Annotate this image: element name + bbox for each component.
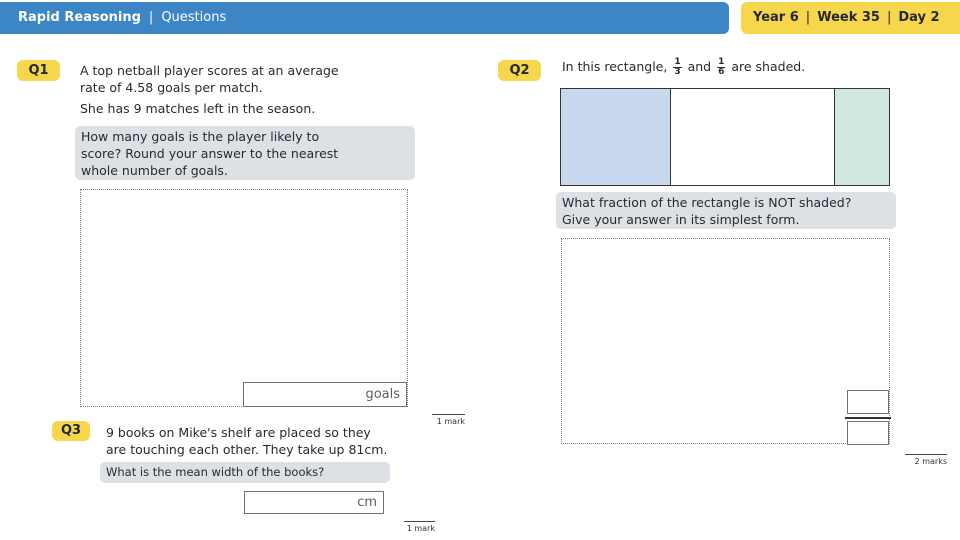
- q2-denominator-box[interactable]: [847, 421, 889, 445]
- q1-text-line: She has 9 matches left in the season.: [80, 101, 316, 116]
- date-separator: |: [886, 10, 892, 25]
- q2-text: [562, 58, 892, 84]
- q1-working-area[interactable]: [80, 189, 408, 407]
- q1-prompt-line: whole number of goals.: [81, 163, 228, 178]
- q3-text-line: 9 books on Mike's shelf are placed so they: [106, 425, 371, 440]
- header-title-bar: [0, 2, 729, 34]
- app-title: Rapid Reasoning: [18, 10, 141, 25]
- q3-text: [106, 424, 426, 458]
- q2-prompt-line: What fraction of the rectangle is NOT shaded?: [562, 195, 852, 210]
- q1-mark-text: 1 mark: [436, 417, 465, 426]
- q2-fraction-bar: [845, 417, 891, 419]
- q1-prompt-line: score? Round your answer to the nearest: [81, 146, 339, 161]
- q2-numerator-box[interactable]: [847, 390, 889, 414]
- q2-prompt: [556, 192, 896, 229]
- fraction-one-sixth: [717, 58, 725, 77]
- fraction-numerator: 1: [674, 57, 681, 67]
- q2-text-before: In this rectangle,: [562, 59, 668, 74]
- q2-badge: Q2: [498, 60, 541, 81]
- q2-mark-line: [905, 454, 947, 455]
- fraction-denominator: 6: [718, 67, 725, 77]
- q3-mark-text: 1 mark: [406, 524, 435, 533]
- one-third-shaded-region: [561, 89, 671, 185]
- q3-unit-label: cm: [357, 495, 377, 510]
- q2-working-area[interactable]: [561, 238, 890, 444]
- fraction-numerator: 1: [718, 57, 725, 67]
- q1-text-line: rate of 4.58 goals per match.: [80, 80, 263, 95]
- header-separator: |: [148, 10, 154, 25]
- day-label: Day 2: [898, 10, 940, 25]
- q1-prompt-line: How many goals is the player likely to: [81, 129, 320, 144]
- q1-unit-label: goals: [365, 387, 400, 402]
- q3-prompt: What is the mean width of the books?: [100, 462, 390, 483]
- header-subtitle: Questions: [161, 10, 227, 25]
- q3-badge: Q3: [52, 421, 90, 441]
- fraction-denominator: 3: [674, 67, 681, 77]
- q1-mark-clip: [432, 416, 465, 428]
- week-label: Week 35: [817, 10, 880, 25]
- shaded-rectangle: [560, 88, 890, 186]
- date-separator: |: [805, 10, 811, 25]
- q1-text: [80, 62, 410, 117]
- one-sixth-shaded-region: [834, 89, 889, 185]
- q3-mark-line: [404, 521, 435, 522]
- q2-text-after: are shaded.: [731, 59, 806, 74]
- q2-text-and: and: [687, 59, 712, 74]
- q1-badge: Q1: [17, 60, 60, 81]
- q1-text-line: A top netball player scores at an average: [80, 63, 339, 78]
- year-label: Year 6: [753, 10, 799, 25]
- q3-text-line: are touching each other. They take up 81cm.: [106, 442, 388, 457]
- q3-answer-box[interactable]: [244, 491, 384, 514]
- q1-answer-box[interactable]: [243, 382, 407, 407]
- fraction-one-third: [673, 58, 681, 77]
- q1-prompt: [75, 126, 415, 180]
- q2-mark-text: 2 marks: [914, 457, 947, 466]
- q2-prompt-line: Give your answer in its simplest form.: [562, 212, 800, 227]
- header-date-bar: [741, 2, 960, 34]
- q1-mark-line: [432, 414, 465, 415]
